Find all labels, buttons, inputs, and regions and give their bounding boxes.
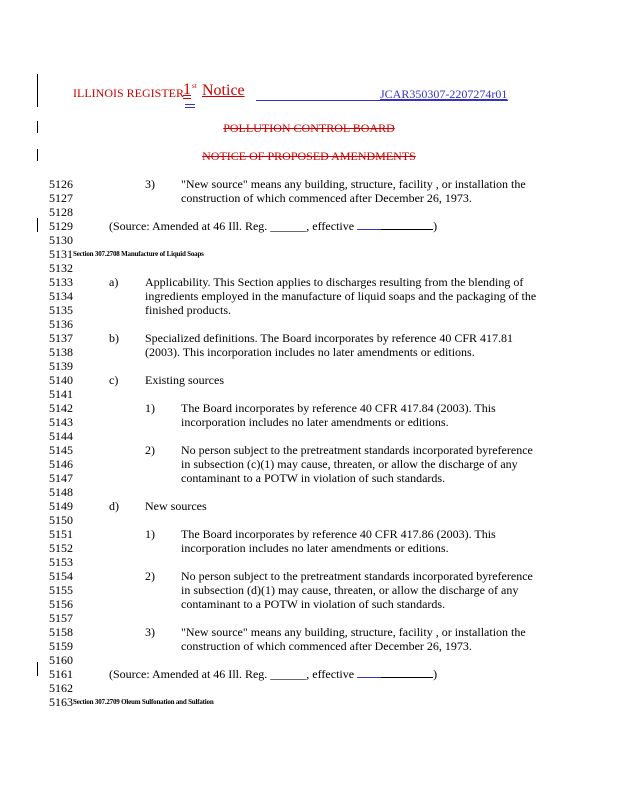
item-label: a) [109, 275, 119, 289]
item-label: c) [109, 373, 119, 387]
body-text: construction of which commenced after December 26, 1973. [181, 191, 472, 205]
line-number: 5153 [49, 555, 73, 569]
change-bar [37, 74, 38, 107]
line-number: 5136 [49, 317, 73, 331]
notice-title: NOTICE OF PROPOSED AMENDMENTS [202, 149, 416, 163]
source-note: (Source: Amended at 46 Ill. Reg. ______, effective ) [109, 667, 438, 681]
line-number: 5158 [49, 625, 73, 639]
date-blank [381, 219, 433, 230]
item-label: 3) [145, 177, 155, 191]
line-number: 5157 [49, 611, 73, 625]
issue-suffix: st [192, 82, 197, 90]
line-number: 5145 [49, 443, 73, 457]
change-bar [37, 218, 38, 232]
line-number: 5135 [49, 303, 73, 317]
board-title: POLLUTION CONTROL BOARD [223, 121, 395, 135]
line-number: 5137 [49, 331, 73, 345]
body-text: incorporation includes no later amendments or editions. [181, 415, 449, 429]
double-underline [185, 107, 195, 108]
line-number: 5146 [49, 457, 73, 471]
line-number: 5130 [49, 233, 73, 247]
line-number: 5139 [49, 359, 73, 373]
line-number: 5150 [49, 513, 73, 527]
source-note: (Source: Amended at 46 Ill. Reg. ______, effective ) [109, 219, 438, 233]
body-text: No person subject to the pretreatment standards incorporated byreference [181, 569, 533, 583]
line-number: 5149 [49, 499, 73, 513]
line-number: 5134 [49, 289, 73, 303]
line-number: 5151 [49, 527, 73, 541]
line-number: 5147 [49, 471, 73, 485]
item-label: 2) [145, 443, 155, 457]
body-text: in subsection (c)(1) may cause, threaten, or allow the discharge of any [181, 457, 518, 471]
line-number: 5143 [49, 415, 73, 429]
body-text: (2003). This incorporation includes no later amendments or editions. [145, 345, 475, 359]
notice-label: Notice [202, 82, 245, 99]
line-number: 5133 [49, 275, 73, 289]
double-underline [185, 104, 195, 105]
body-text: Applicability. This Section applies to discharges resulting from the blending of [145, 275, 524, 289]
item-label: 2) [145, 569, 155, 583]
section-heading: Section 307.2709 Oleum Sulfonation and Sulfation [73, 698, 214, 706]
line-number: 5163 [49, 695, 73, 709]
line-number: 5148 [49, 485, 73, 499]
date-blank [357, 667, 381, 678]
line-number: 5154 [49, 569, 73, 583]
body-text: New sources [145, 499, 207, 513]
line-number: 5162 [49, 681, 73, 695]
change-bar [37, 662, 38, 676]
line-number: 5155 [49, 583, 73, 597]
register-title: ILLINOIS REGISTER [73, 86, 184, 100]
date-blank [381, 667, 433, 678]
item-label: 1) [145, 401, 155, 415]
line-number: 5138 [49, 345, 73, 359]
body-text: finished products. [145, 303, 231, 317]
body-text: construction of which commenced after December 26, 1973. [181, 639, 472, 653]
line-number: 5156 [49, 597, 73, 611]
line-number: 5141 [49, 387, 73, 401]
body-text: The Board incorporates by reference 40 CFR 417.84 (2003). This [181, 401, 496, 415]
body-text: in subsection (d)(1) may cause, threaten, or allow the discharge of any [181, 583, 519, 597]
line-number: 5160 [49, 653, 73, 667]
item-label: d) [109, 499, 119, 513]
jcar-id: JCAR350307-2207274r01 [380, 87, 508, 101]
line-number: 5127 [49, 191, 73, 205]
line-number: 5129 [49, 219, 73, 233]
body-text: "New source" means any building, structure, facility , or installation the [181, 177, 526, 191]
body-text: Specialized definitions. The Board incorporates by reference 40 CFR 417.81 [145, 331, 514, 345]
line-number: 5144 [49, 429, 73, 443]
issue-number: 1 [183, 81, 191, 98]
line-number: 5128 [49, 205, 73, 219]
line-number: 5161 [49, 667, 73, 681]
date-blank [357, 219, 381, 230]
body-text: incorporation includes no later amendments or editions. [181, 541, 449, 555]
line-number: 5132 [49, 261, 73, 275]
line-number: 5152 [49, 541, 73, 555]
line-number: 5140 [49, 373, 73, 387]
body-text: No person subject to the pretreatment standards incorporated byreference [181, 443, 533, 457]
line-number: 5142 [49, 401, 73, 415]
line-number: 5131 [49, 247, 73, 261]
line-number: 5126 [49, 177, 73, 191]
item-label: 3) [145, 625, 155, 639]
body-text: The Board incorporates by reference 40 CFR 417.86 (2003). This [181, 527, 496, 541]
body-text: contaminant to a POTW in violation of such standards. [181, 597, 446, 611]
line-number: 5159 [49, 639, 73, 653]
section-heading: Section 307.2708 Manufacture of Liquid Soaps [73, 250, 204, 258]
body-text: "New source" means any building, structure, facility , or installation the [181, 625, 526, 639]
body-text: contaminant to a POTW in violation of such standards. [181, 471, 446, 485]
body-text: ingredients employed in the manufacture of liquid soaps and the packaging of the [145, 289, 537, 303]
item-label: b) [109, 331, 119, 345]
body-text: Existing sources [145, 373, 224, 387]
item-label: 1) [145, 527, 155, 541]
